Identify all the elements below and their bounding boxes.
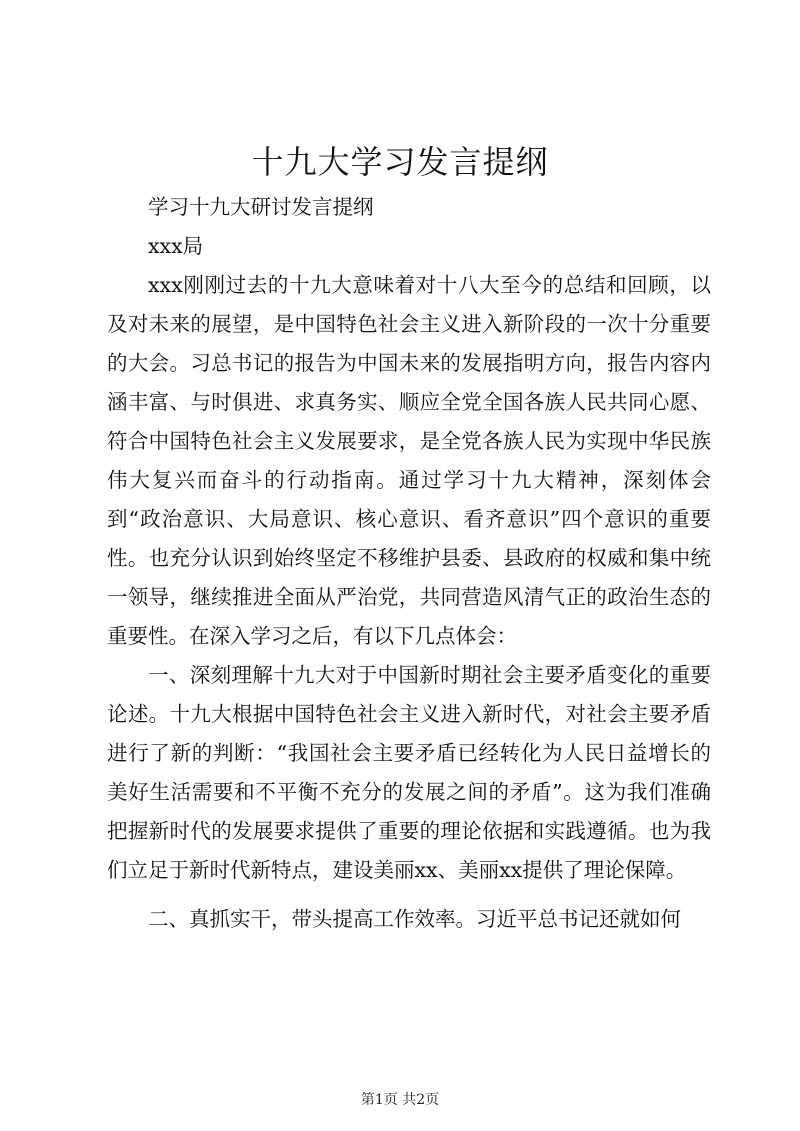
- author-paragraph: xxx局: [148, 234, 204, 258]
- intro-paragraph: xxx刚刚过去的十九大意味着对十八大至今的总结和回顾，以及对未来的展望，是中国特色社会主义进入新阶段的一次十分重要的大会。习总书记的报告为中国未来的发展指明方向，报告内容内涵丰富、与时俱进、求真务实、顺应全党全国各族人民共同心愿、符合中国特色社会主义发展要求，是全党各族人民为实现中华民族伟大复兴而奋斗的行动指南。通过学习十九大精神，深刻体会到“政治意识、大局意识、核心意识、看齐意识”四个意识的重要性。也充分认识到始终坚定不移维护县委、县政府的权威和集中统一领导，继续推进全面从严治党，共同营造风清气正的政治生态的重要性。在深入学习之后，有以下几点体会：: [107, 273, 711, 648]
- subtitle-paragraph: 学习十九大研讨发言提纲: [148, 195, 374, 219]
- point-two-paragraph: 二、真抓实干，带头提高工作效率。习近平总书记还就如何: [148, 907, 681, 931]
- point-one-paragraph: 一、深刻理解十九大对于中国新时期社会主要矛盾变化的重要论述。十九大根据中国特色社会主义进入新时代，对社会主要矛盾进行了新的判断：“我国社会主要矛盾已经转化为人民日益增长的美好生活需要和不平衡不充分的发展之间的矛盾”。这为我们准确把握新时代的发展要求提供了重要的理论依据和实践遵循。也为我们立足于新时代新特点，建设美丽xx、美丽xx提供了理论保障。: [107, 663, 711, 882]
- page-footer: 第1页 共2页: [360, 1092, 440, 1108]
- document-body: [107, 188, 711, 939]
- document-title: 十九大学习发言提纲: [251, 143, 549, 181]
